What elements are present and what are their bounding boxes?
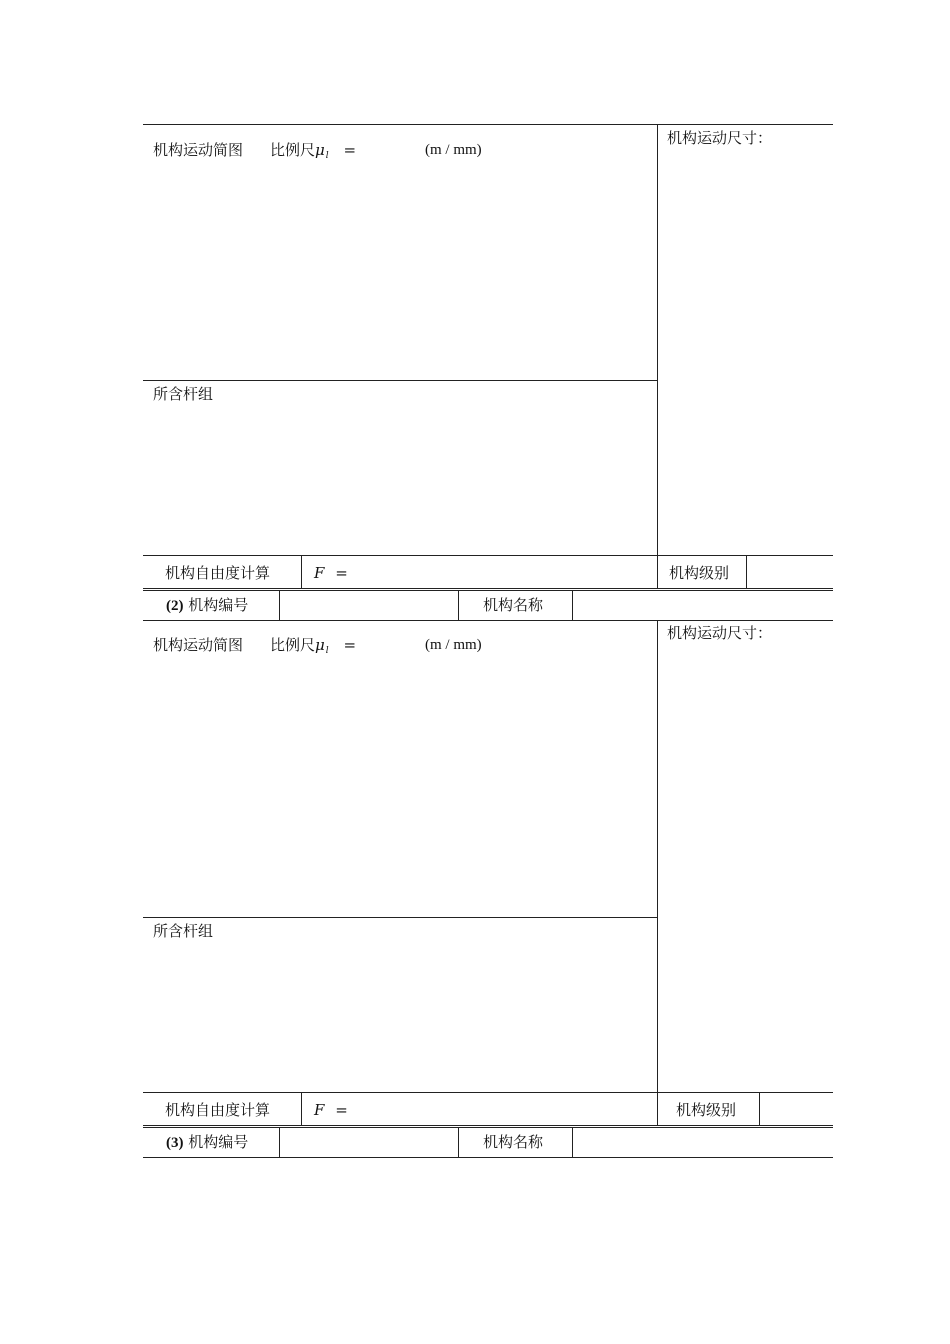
mu-symbol-2: μ <box>315 636 325 654</box>
unit-label-2: (m / mm) <box>425 637 482 653</box>
f-formula-2 <box>314 1101 348 1119</box>
table2-dof-rule <box>143 1092 833 1093</box>
table1-top-rule <box>143 124 833 125</box>
header3-divider-3 <box>572 1127 573 1157</box>
header2-prefix: (2) <box>166 598 184 614</box>
dimensions-label: 机构运动尺寸： <box>667 129 773 147</box>
table2-dof-divider <box>301 1092 302 1126</box>
groups-label: 所含杆组 <box>153 385 214 403</box>
header2-number-label <box>166 596 248 615</box>
header3-prefix: (3) <box>166 1135 184 1151</box>
scale-text-2: 比例尺 <box>270 636 316 654</box>
table1-divider <box>657 124 658 589</box>
header2-name-label: 机构名称 <box>483 596 544 614</box>
mu-subscript-2: l <box>325 646 329 656</box>
dof-label: 机构自由度计算 <box>165 564 271 582</box>
header2-divider-1 <box>279 590 280 620</box>
header3-divider-1 <box>279 1127 280 1157</box>
header3-number-text: 机构编号 <box>188 1133 249 1151</box>
header3-number-label <box>166 1133 248 1152</box>
scale-label-2 <box>270 636 356 657</box>
table2-groups-rule <box>143 917 657 918</box>
dimensions-label-2: 机构运动尺寸： <box>667 624 773 642</box>
header2-divider-2 <box>458 590 459 620</box>
level-label: 机构级别 <box>669 564 730 582</box>
f-symbol: F <box>314 564 325 582</box>
groups-label-2: 所含杆组 <box>153 922 214 940</box>
header3-bottom-rule <box>143 1157 833 1158</box>
dof-label-2: 机构自由度计算 <box>165 1101 271 1119</box>
table1-bottom-rule-a <box>143 588 833 589</box>
table2-top-rule <box>143 620 833 621</box>
f-equals: = <box>335 564 348 582</box>
scale-text: 比例尺 <box>270 141 316 159</box>
table1-dof-rule <box>143 555 833 556</box>
f-equals-2: = <box>335 1101 348 1119</box>
diagram-label: 机构运动简图 <box>153 141 244 159</box>
mu-symbol: μ <box>315 141 325 159</box>
table2-divider <box>657 620 658 1126</box>
unit-label: (m / mm) <box>425 142 482 158</box>
header2-top-rule <box>143 590 833 591</box>
table1-dof-divider <box>301 555 302 589</box>
header2-number-text: 机构编号 <box>188 596 249 614</box>
equals-sign-2: = <box>343 636 357 654</box>
equals-sign: = <box>343 141 357 159</box>
level-label-2: 机构级别 <box>676 1101 737 1119</box>
table2-level-divider <box>759 1092 760 1126</box>
table1-groups-rule <box>143 380 657 381</box>
scale-label <box>270 141 356 162</box>
header2-divider-3 <box>572 590 573 620</box>
table2-bottom-rule-a <box>143 1125 833 1126</box>
diagram-label-2: 机构运动简图 <box>153 636 244 654</box>
header3-divider-2 <box>458 1127 459 1157</box>
header3-name-label: 机构名称 <box>483 1133 544 1151</box>
f-symbol-2: F <box>314 1101 325 1119</box>
header3-top-rule <box>143 1127 833 1128</box>
f-formula <box>314 564 348 582</box>
table1-level-divider <box>746 555 747 589</box>
mu-subscript: l <box>325 151 329 161</box>
